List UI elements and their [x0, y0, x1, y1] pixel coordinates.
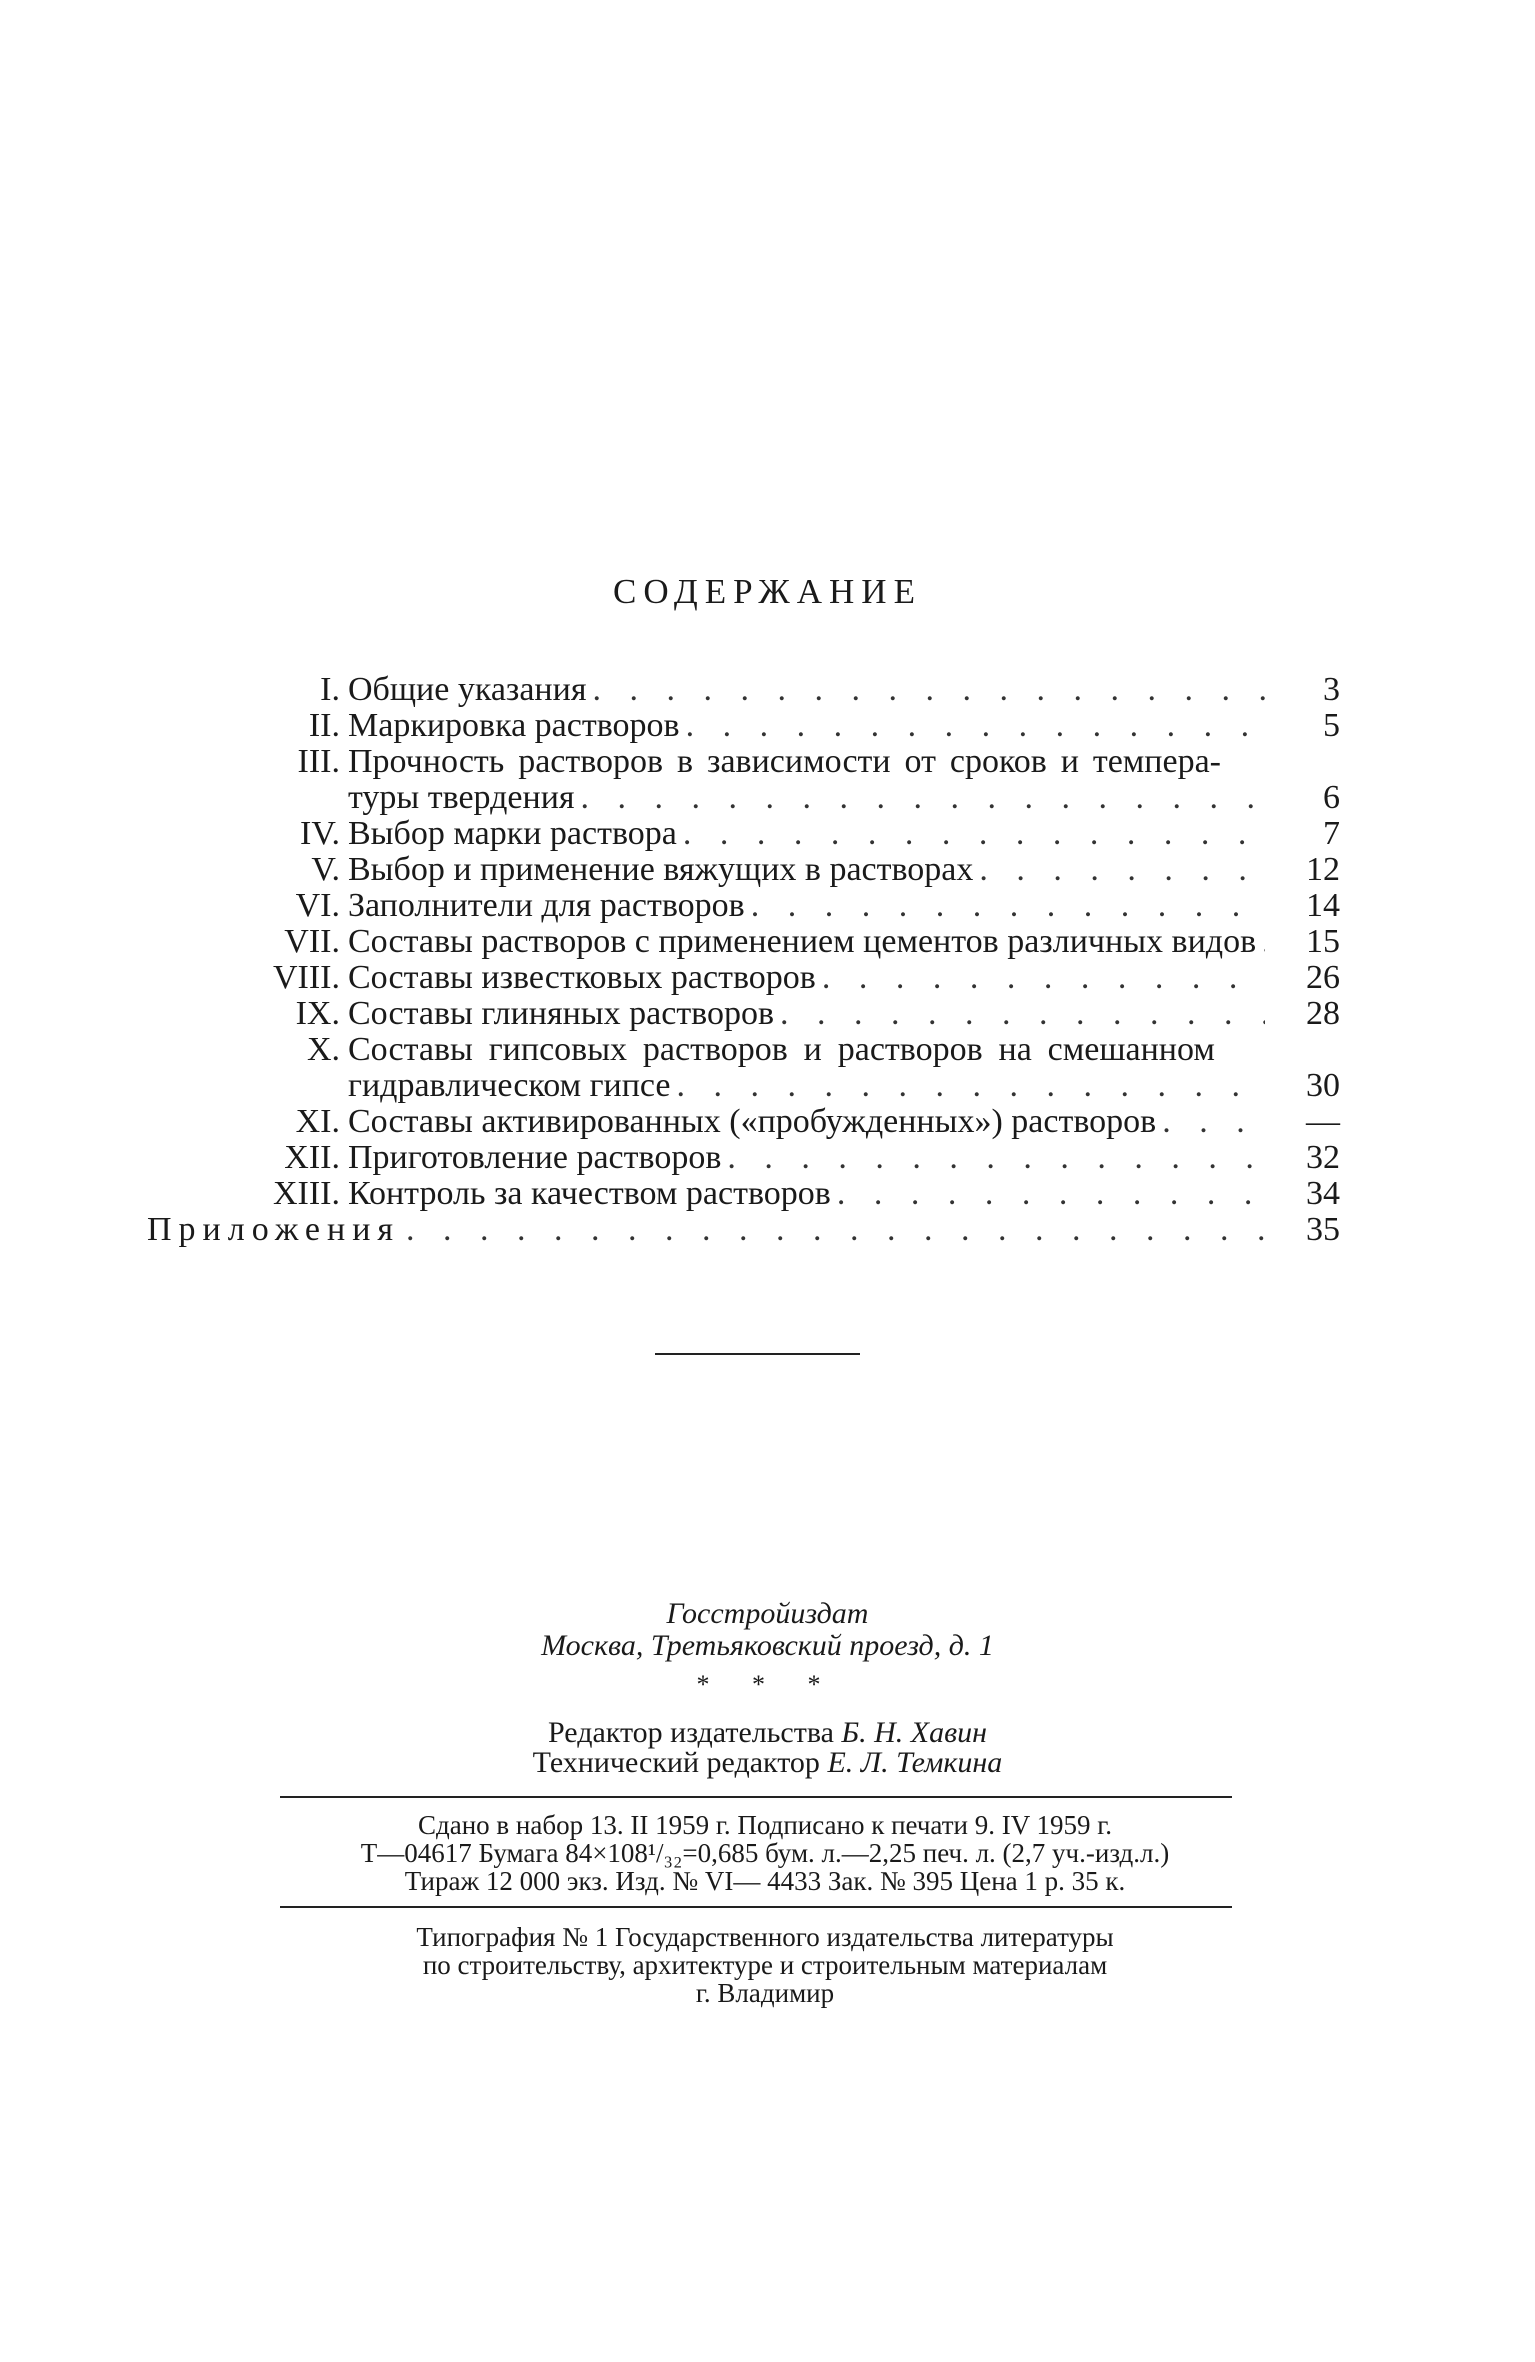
toc-leader-dots [1262, 924, 1265, 960]
toc-entry-number: IV. [300, 815, 340, 852]
toc-entry-page: 32 [1306, 1139, 1340, 1176]
toc-entry-number: VII. [284, 923, 340, 960]
toc-leader-dots [686, 708, 1265, 744]
toc-entry [135, 888, 1340, 924]
toc-entry-number: V. [311, 851, 340, 888]
toc-entry-label [348, 780, 1265, 816]
toc-entry-text: Составы гипсовых растворов и растворов на смешанном [348, 1031, 1215, 1068]
toc-leader-dots [677, 1068, 1265, 1104]
toc-entry-text: Заполнители для растворов [348, 887, 745, 924]
toc-entry-text: Приложения [147, 1211, 401, 1248]
toc-entry-label [348, 1140, 1265, 1176]
toc-leader-dots [822, 960, 1265, 996]
toc-leader-dots [780, 996, 1265, 1032]
toc-entry-number: XIII. [272, 1175, 340, 1212]
toc-entry-label [348, 1032, 1265, 1068]
toc-entry-label [348, 816, 1265, 852]
toc-entry-number: XII. [284, 1139, 340, 1176]
toc-entry-label [348, 960, 1265, 996]
toc-entry [135, 780, 1340, 816]
toc-entry [135, 996, 1340, 1032]
toc-entry-number: XI. [295, 1103, 340, 1140]
toc-entry-text: Составы растворов с применением цементов различных видов [348, 923, 1257, 960]
toc-entry-number: II. [308, 707, 340, 744]
printer-line-2: по строительству, архитектуре и строительным материалам [422, 1950, 1108, 1980]
editor-line [0, 1717, 1535, 1749]
toc-entry-page: 3 [1323, 671, 1340, 708]
toc-leader-dots [1162, 1104, 1265, 1140]
toc-leader-dots [979, 852, 1265, 888]
printer-line-3: г. Владимир [695, 1978, 835, 2008]
toc-entry-text: Контроль за качеством растворов [348, 1175, 831, 1212]
publisher-address: Москва, Третьяковский проезд, д. 1 [541, 1629, 994, 1662]
section-divider [655, 1353, 860, 1355]
toc-entry-page: 5 [1323, 707, 1340, 744]
toc-entry [135, 960, 1340, 996]
toc-entry [135, 852, 1340, 888]
toc-entry-label [348, 1176, 1265, 1212]
toc-entry-text: туры твердения [348, 779, 575, 816]
toc-entry-label [348, 924, 1265, 960]
toc-entry-text: Составы глиняных растворов [348, 995, 775, 1032]
toc-entry [135, 1032, 1340, 1068]
toc-entry-text: Приготовление растворов [348, 1139, 722, 1176]
separator-stars: * * * [696, 1670, 839, 1699]
imprint-rule-top [280, 1796, 1232, 1798]
print-info-line-2: Т—04617 Бумага 84×108¹/₃₂=0,685 бум. л.—2,25 печ. л. (2,7 уч.-изд.л.) [360, 1838, 1170, 1868]
toc-leader-dots [683, 816, 1265, 852]
toc-entry-text: Составы известковых растворов [348, 959, 816, 996]
toc-entry-number: IX. [295, 995, 340, 1032]
toc-entry [135, 744, 1340, 780]
toc-entry-page: 6 [1323, 779, 1340, 816]
toc-entry-page: 7 [1323, 815, 1340, 852]
toc-entry-number: X. [306, 1031, 340, 1068]
toc-leader-dots [592, 672, 1265, 708]
toc-entry-number: VI. [295, 887, 340, 924]
toc-entry-page: 34 [1306, 1175, 1340, 1212]
print-info-line-3: Тираж 12 000 экз. Изд. № VI— 4433 Зак. № 395 Цена 1 р. 35 к. [404, 1866, 1126, 1896]
toc-leader-dots [1221, 1032, 1265, 1068]
toc-entry-text: Общие указания [348, 671, 587, 708]
toc-entry-label [348, 888, 1265, 924]
toc-leader-dots [751, 888, 1265, 924]
editor-label: Редактор издательства [547, 1716, 834, 1749]
toc-entry [135, 1104, 1340, 1140]
toc-entry [135, 1140, 1340, 1176]
toc-entry-label [147, 1212, 1265, 1248]
toc-entry-text: Выбор марки раствора [348, 815, 677, 852]
toc-entry-number: III. [297, 743, 340, 780]
toc-entry-page: 35 [1306, 1211, 1340, 1248]
toc-entry [135, 816, 1340, 852]
toc-entry-number: I. [320, 671, 340, 708]
toc-entry-page: 12 [1306, 851, 1340, 888]
toc-leader-dots [406, 1212, 1265, 1248]
print-info-line-1: Сдано в набор 13. II 1959 г. Подписано к печати 9. IV 1959 г. [418, 1810, 1112, 1840]
toc-entry-page: 15 [1306, 923, 1340, 960]
toc-entry-text: Прочность растворов в зависимости от сроков и темпера- [348, 743, 1222, 780]
editor-name: Б. Н. Хавин [841, 1716, 988, 1749]
tech-editor-line [0, 1747, 1535, 1779]
toc-leader-dots [727, 1140, 1265, 1176]
toc-leader-dots [837, 1176, 1265, 1212]
toc-entry-label [348, 852, 1265, 888]
toc-entry [135, 1212, 1340, 1248]
toc-leader-dots [581, 780, 1265, 816]
toc-entry-label [348, 708, 1265, 744]
printer-line-1: Типография № 1 Государственного издательства литературы [416, 1922, 1114, 1952]
toc-entry-label [348, 744, 1265, 780]
toc-entry-label [348, 1068, 1265, 1104]
toc-entry [135, 1068, 1340, 1104]
toc-entry-text: Выбор и применение вяжущих в растворах [348, 851, 974, 888]
publisher-name: Госстройиздат [666, 1597, 869, 1630]
toc-entry [135, 924, 1340, 960]
toc-entry-text: гидравлическом гипсе [348, 1067, 671, 1104]
toc-entry-label [348, 996, 1265, 1032]
imprint-rule-bottom [280, 1906, 1232, 1908]
toc-leader-dots [1227, 744, 1265, 780]
toc-entry-page: 14 [1306, 887, 1340, 924]
toc-entry-page: 30 [1306, 1067, 1340, 1104]
toc-title: СОДЕРЖАНИЕ [613, 572, 922, 611]
toc-entry-label [348, 672, 1265, 708]
toc-entry [135, 1176, 1340, 1212]
tech-editor-name: Е. Л. Темкина [827, 1746, 1003, 1779]
toc-entry-page: — [1306, 1103, 1340, 1140]
toc-entry [135, 708, 1340, 744]
toc-entry-page: 28 [1306, 995, 1340, 1032]
toc-entry-text: Составы активированных («пробужденных») растворов [348, 1103, 1157, 1140]
toc-entry-text: Маркировка растворов [348, 707, 680, 744]
tech-editor-label: Технический редактор [532, 1746, 820, 1779]
toc-entry-page: 26 [1306, 959, 1340, 996]
toc-entry-label [348, 1104, 1265, 1140]
toc-entry-number: VIII. [272, 959, 340, 996]
toc-entry [135, 672, 1340, 708]
